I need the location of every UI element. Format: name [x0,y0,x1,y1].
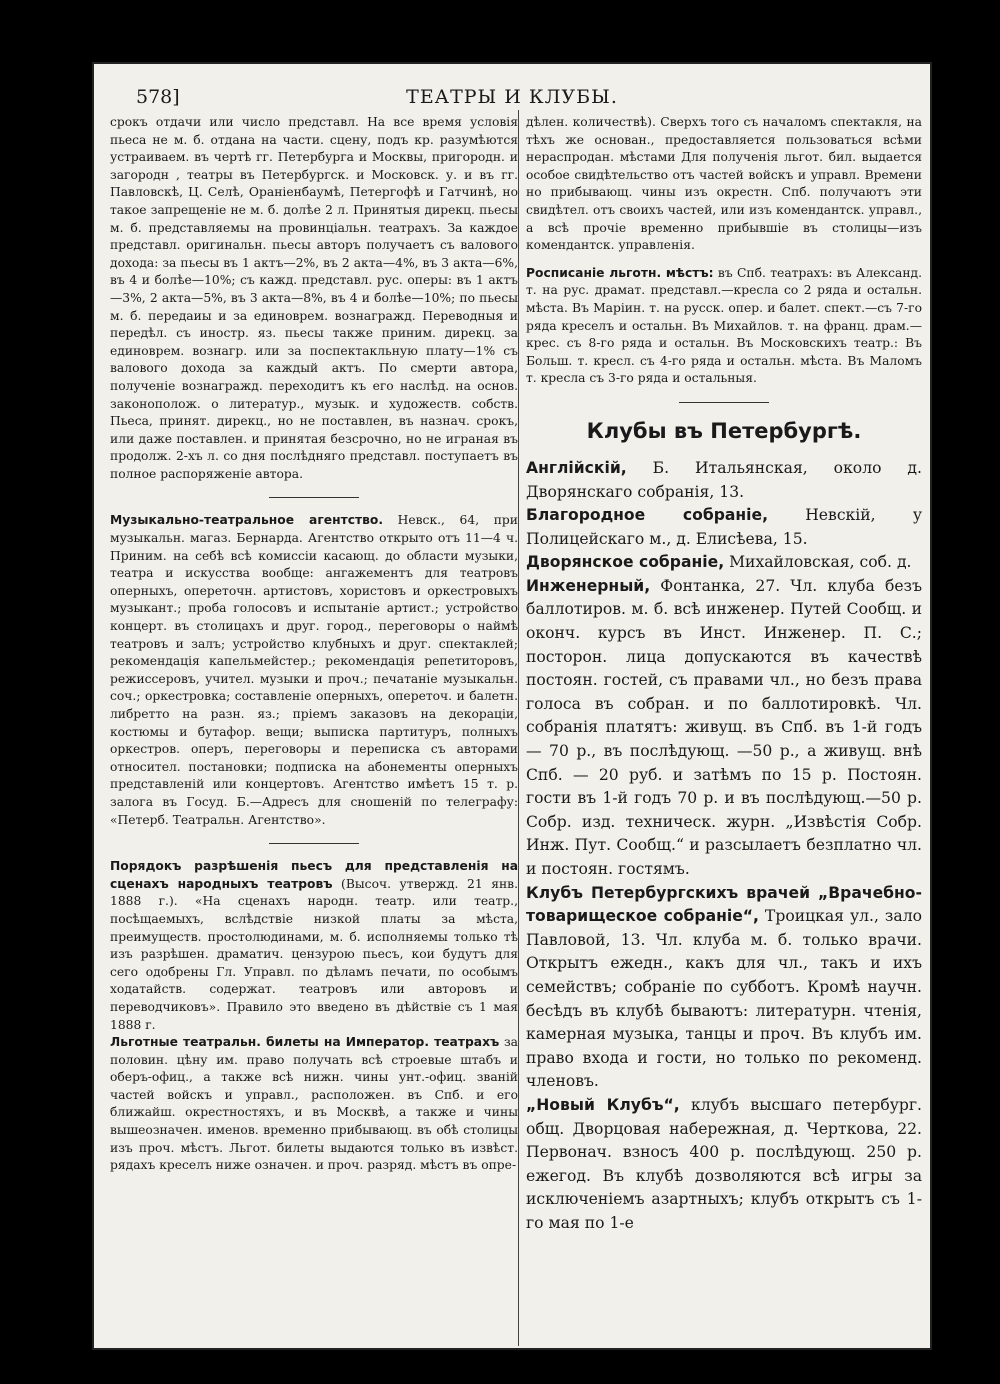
club-text: Фонтанка, 27. Чл. клуба безъ баллотиров. м. б. всѣ инженер. Путей Сообщ. и оконч. курсъ въ Инст. Инженер. П. С.; посторон. лица допускаются въ качествѣ постоян. гостей, съ правами чл., но безъ права голоса въ собран. и по баллотировкѣ. Чл. собранія платятъ: живущ. въ Спб. въ 1-й годъ — 70 р., въ послѣдующ. —50 р., а живущ. внѣ Спб. — 20 руб. и затѣмъ по 15 р. Постоян. гости въ 1-й годъ 70 р. и въ послѣдующ.—50 р. Собр. изд. техническ. журн. „Извѣстія Собр. Инж. Пут. Сообщ.“ и разсылаетъ безплатно чл. и постоян. гостямъ. [526,576,922,878]
schedule-title: Росписаніе льготн. мѣстъ: [526,265,714,280]
paragraph-order [110,858,518,1034]
order-text: (Высоч. утвержд. 21 янв. 1888 г.). «На сценахъ народн. театр. или театр., посѣщаемыхъ, вслѣдствіе низкой платы за мѣста, преимуществ. простолюдинами, м. б. исполняемы только тѣ изъ разрѣшен. драматич. цензурою пьесъ, кои будутъ для сего одобрены Гл. Управл. по дѣламъ печати, по особымъ ходатайств. содержат. театровъ или авторовъ и переводчиковъ». Правило это введено въ дѣйствіе съ 1 мая 1888 г. [110,876,518,1032]
club-entry [526,457,922,504]
agency-title: Музыкально-театральное агентство. [110,513,384,528]
column-divider [518,110,519,1346]
tickets-text: за половин. цѣну им. право получать всѣ строевые штабъ и оберъ-офиц., а также всѣ нижн. чины унт.-офиц. званій частей войскъ и управл., расположен. въ Спб. и его ближайш. окрестностяхъ, и въ Москвѣ, а также и чины вышеозначен. именов. временно прибывающ. въ обѣ столицы изъ проч. мѣстъ. Льгот. билеты выдаются только въ извѣст. рядахъ креселъ ниже означен. и проч. разряд. мѣстъ въ опре- [110,1035,518,1173]
club-entry [526,575,922,882]
club-name: Дворянское собраніе, [526,553,725,572]
paragraph-schedule [526,265,922,388]
club-text: Михайловская, соб. д. [724,553,912,572]
club-name: Клубъ Петербургскихъ врачей „Врачебно-товарищеское собраніе“, [526,883,922,926]
document-page [92,62,932,1350]
order-title: Порядокъ разрѣшенія пьесъ для представленія на сценахъ народныхъ театровъ [110,859,518,891]
section-rule [269,497,359,498]
paragraph-agency [110,512,518,829]
paragraph-author-rights: срокъ отдачи или число представл. На все время условія пьеса не м. б. отдана на части. сцену, подъ кр. разумѣются устраиваем. въ чертѣ гг. Петербурга и Москвы, пригородн. и загородн , театры въ Петербургск. и Московск. у. и въ гг. Павловскѣ, Ц. Селѣ, Ораніенбаумѣ, Петергофѣ и Гатчинѣ, но такое запрещеніе не м. б. долѣе 2 л. Принятыя дирекц. пьесы м. б. представляемы на провинціальн. театрахъ. За каждое представл. оригинальн. пьесы авторъ получаетъ съ валового дохода: за пьесы въ 1 актъ—2%, въ 2 акта—4%, въ 3 акта—6%, въ 4 и болѣе—10%; съ кажд. представл. рус. оперы: въ 1 актъ—3%, 2 акта—5%, въ 3 акта—8%, въ 4 и болѣе—10%; по пьесы м. б. передаиы и за единоврем. вознагражд. Переводныя и передѣл. съ иностр. яз. пьесы также приним. дирекц. за единоврем. вознагр. или за поспектакльную плату—1% съ валового дохода за каждый актъ. По смерти автора, полученіе вознагражд. переходитъ къ его наслѣд. на основ. законополож. о литератур., музык. и художеств. собств. Пьеса, принят. дирекц., но не поставлен, въ назнач. срокъ, или даже поставлен. и принятая безсрочно, но не играная въ продолж. 2-хъ л. со дня послѣдняго представл. поступаетъ въ полное распоряженіе автора. [110,115,518,481]
club-text: Троицкая ул., зало Павловой, 13. Чл. клуба м. б. только врачи. Открытъ ежедн., какъ для чл., такъ и ихъ семействъ; собраніе по субботъ. Кромѣ научн. бесѣдъ въ клубѣ бываютъ: литературн. чтенія, камерная музыка, танцы и проч. Въ клубъ им. право входа и гости, но только по рекоменд. членовъ. [526,907,922,1091]
club-text: Невскій, у Полицейскаго м., д. Елисѣева, 15. [526,506,922,548]
tickets-title: Льготные театральн. билеты на Император. театрахъ [110,1035,500,1050]
club-entry [526,551,922,575]
right-column [526,114,922,1342]
paragraph-tickets [110,1034,518,1175]
agency-text: Невск., 64, при музыкальн. магаз. Бернарда. Агентство открыто отъ 11—4 ч. Приним. на себѣ всѣ комиссіи касающ. до области музыки, театра и искусства вообще: ангажементъ для театровъ оперныхъ, опереточн. артистовъ, хористовъ и оркестровыхъ музыкант.; проба голосовъ и испытаніе артист.; устройство концерт. въ столицахъ и друг. город., переговоры о наймѣ театровъ и залъ; устройство клубныхъ и друг. спектаклей; рекомендація капельмейстер.; рекомендація репетиторовъ, режиссеровъ, учител. музыки и проч.; печатаніе музыкальн. соч.; оркестровка; составленіе оперныхъ, опереточ. и балетн. либретто на разн. яз.; пріемъ заказовъ на декораціи, костюмы и бутафор. вещи; выписка партитуръ, полныхъ оркестров. оперъ, переговоры и переписка съ авторами относител. постановки; подписка на абонементы оперныхъ представленій или концертовъ. Агентство имѣетъ 15 т. р. залога въ Госуд. Б.—Адресъ для сношеній по телеграфу: «Петерб. Театральн. Агентство». [110,513,518,827]
club-text: клубъ высшаго петербург. общ. Дворцовая набережная, д. Черткова, 22. Первонач. взносъ 400 р. послѣдующ. 250 р. ежегод. Въ клубѣ дозволяются всѣ игры за исключеніемъ азартныхъ; клубъ открытъ съ 1-го мая по 1-е [526,1095,922,1232]
running-title: ТЕАТРЫ И КЛУБЫ. [406,86,618,108]
schedule-text: въ Спб. театрахъ: въ Александ. т. на рус. драмат. представл.—кресла со 2 ряда и остальн. мѣста. Въ Маріин. т. на русск. опер. и балет. спект.—съ 7-го ряда креселъ и остальн. Въ Михайлов. т. на франц. драм.—крес. съ 8-го ряда и остальн. Въ Московскихъ театр.: Въ Больш. т. кресл. съ 4-го ряда и остальн. мѣста. Въ Маломъ т. кресла съ 3-го ряда и остальныя. [526,265,922,386]
section-rule [679,402,769,403]
club-text: Б. Итальянская, около д. Дворянскаго собранія, 13. [526,458,922,501]
club-name: Англійскій, [526,458,627,477]
page-number: 578] [136,86,180,108]
paragraph-tickets-continued: дѣлен. количествѣ). Сверхъ того съ началомъ спектакля, на тѣхъ же основан., предоставляется пользоваться всѣми нераспродан. мѣстами Для полученія льгот. бил. выдается особое свидѣтельство отъ частей войскъ и управл. Времени но прибывающ. чины изъ окрестн. Спб. получаютъ эти свидѣтел. отъ своихъ частей, или изъ комендантск. управл., а всѣ прочіе временно прибывшіе въ столицы—изъ комендантск. управленія. [526,115,922,253]
clubs-heading: Клубы въ Петербургѣ. [586,418,862,443]
section-rule [269,843,359,844]
club-name: Инженерный, [526,576,651,595]
club-name: „Новый Клубъ“, [526,1095,680,1114]
club-entry [526,1094,922,1236]
club-entry [526,882,922,1094]
page-header [94,74,930,108]
club-name: Благородное собраніе, [526,506,769,525]
left-column [110,114,518,1342]
club-entry [526,504,922,551]
